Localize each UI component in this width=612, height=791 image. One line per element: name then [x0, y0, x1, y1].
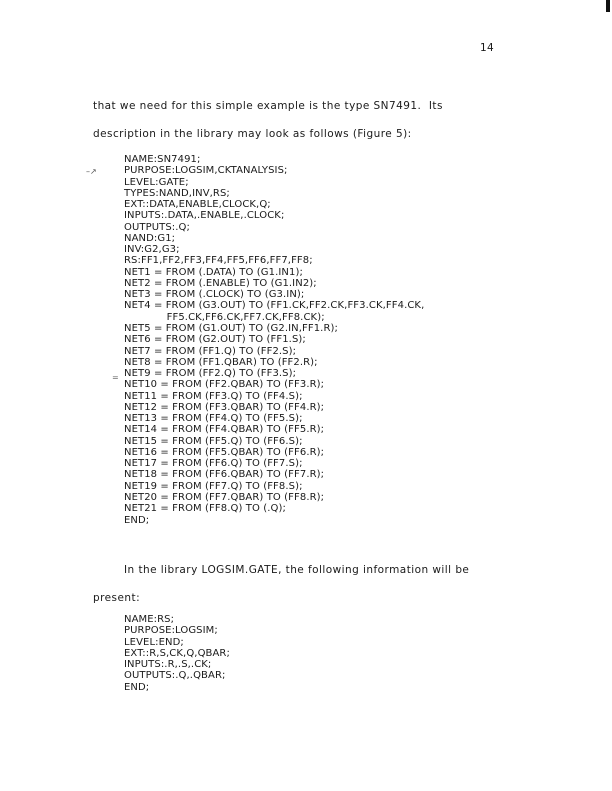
listing-line: FF5.CK,FF6.CK,FF7.CK,FF8.CK);: [124, 311, 325, 323]
listing-line: NET10 = FROM (FF2.QBAR) TO (FF3.R);: [124, 379, 325, 391]
listing-line: NET20 = FROM (FF7.QBAR) TO (FF8.R);: [124, 491, 325, 503]
listing-line: NET14 = FROM (FF4.QBAR) TO (FF5.R);: [124, 424, 325, 436]
listing-line: PURPOSE:LOGSIM,CKTANALYSIS;: [124, 165, 288, 177]
listing-line: NET7 = FROM (FF1.Q) TO (FF2.S);: [124, 345, 297, 357]
listing-line: OUTPUTS:.Q,.QBAR;: [124, 670, 226, 682]
listing-line: NAND:G1;: [124, 232, 176, 244]
listing-line: NET9 = FROM (FF2.Q) TO (FF3.S);: [124, 368, 297, 380]
listing-line: NET11 = FROM (FF3.Q) TO (FF4.S);: [124, 390, 303, 402]
listing-line: EXT::R,S,CK,Q,QBAR;: [124, 647, 230, 659]
listing-line: NET2 = FROM (.ENABLE) TO (G1.IN2);: [124, 277, 317, 289]
listing-line: OUTPUTS:.Q;: [124, 221, 190, 233]
sn7491-library-listing: [124, 154, 424, 526]
listing-line: NET3 = FROM (.CLOCK) TO (G3.IN);: [124, 289, 305, 301]
listing-line: NET6 = FROM (G2.OUT) TO (FF1.S);: [124, 334, 306, 346]
listing-line: EXT::DATA,ENABLE,CLOCK,Q;: [124, 199, 271, 211]
listing-line: NET8 = FROM (FF1.QBAR) TO (FF2.R);: [124, 356, 318, 368]
listing-line: NAME:RS;: [124, 614, 175, 625]
listing-line: NET5 = FROM (G1.OUT) TO (G2.IN,FF1.R);: [124, 322, 338, 334]
scan-edge-mark: [606, 0, 610, 12]
library-line-1: In the library LOGSIM.GATE, the following information will be: [124, 564, 470, 576]
listing-line: NET12 = FROM (FF3.QBAR) TO (FF4.R);: [124, 401, 325, 413]
intro-line-2: description in the library may look as follows (Figure 5):: [93, 128, 412, 140]
listing-line: NET13 = FROM (FF4.Q) TO (FF5.S);: [124, 413, 303, 425]
listing-line: NAME:SN7491;: [124, 154, 201, 165]
listing-line: NET17 = FROM (FF6.Q) TO (FF7.S);: [124, 458, 303, 470]
listing-line: NET18 = FROM (FF6.QBAR) TO (FF7.R);: [124, 469, 325, 481]
scan-artifact-mark: –↗: [86, 167, 97, 176]
listing-line: NET1 = FROM (.DATA) TO (G1.IN1);: [124, 266, 303, 278]
library-line-2: present:: [93, 592, 141, 604]
listing-line: NET4 = FROM (G3.OUT) TO (FF1.CK,FF2.CK,FF3.CK,FF4.CK,: [124, 300, 425, 312]
listing-line: NET16 = FROM (FF5.QBAR) TO (FF6.R);: [124, 446, 325, 458]
listing-line: END;: [124, 514, 150, 526]
listing-line: INPUTS:.DATA,.ENABLE,.CLOCK;: [124, 210, 285, 222]
listing-line: NET21 = FROM (FF8.Q) TO (.Q);: [124, 503, 286, 515]
listing-line: INPUTS:.R,.S,.CK;: [124, 659, 212, 671]
listing-line: TYPES:NAND,INV,RS;: [124, 187, 230, 199]
page-number: 14: [480, 42, 494, 54]
listing-line: END;: [124, 681, 150, 693]
listing-line: NET19 = FROM (FF7.Q) TO (FF8.S);: [124, 480, 303, 492]
listing-line: PURPOSE:LOGSIM;: [124, 625, 218, 637]
rs-library-listing: [124, 614, 230, 693]
listing-line: RS:FF1,FF2,FF3,FF4,FF5,FF6,FF7,FF8;: [124, 255, 313, 267]
scan-artifact-mark: =: [112, 373, 119, 382]
listing-line: INV:G2,G3;: [124, 244, 180, 256]
listing-line: LEVEL:GATE;: [124, 176, 189, 188]
intro-line-1: that we need for this simple example is the type SN7491. Its: [93, 100, 443, 112]
listing-line: NET15 = FROM (FF5.Q) TO (FF6.S);: [124, 435, 303, 447]
listing-line: LEVEL:END;: [124, 636, 184, 648]
